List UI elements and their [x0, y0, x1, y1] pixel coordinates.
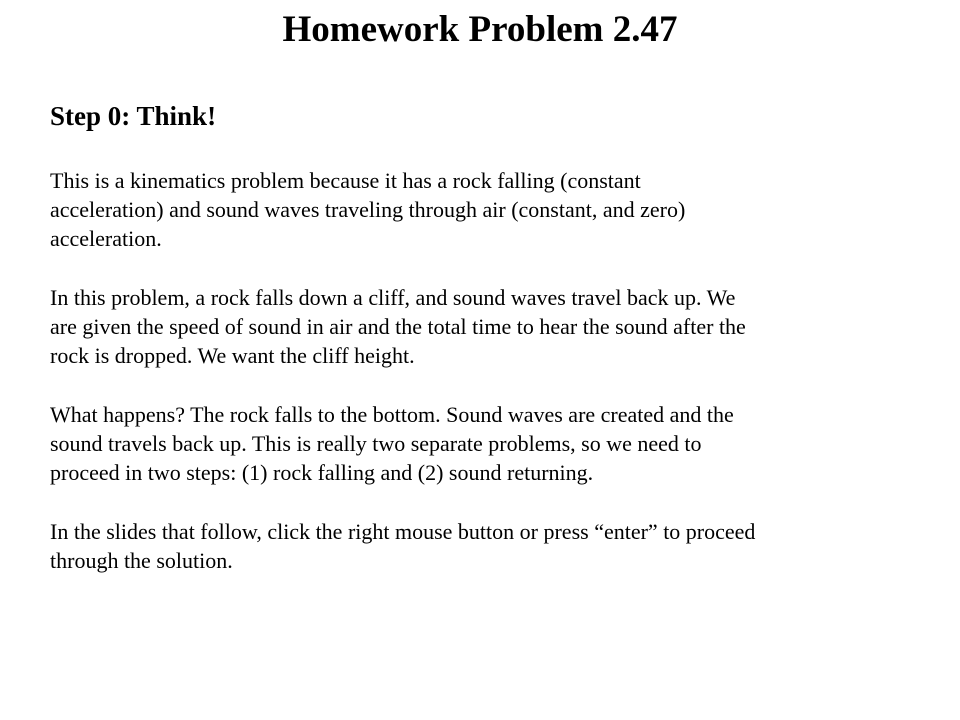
paragraph-navigation-instructions	[50, 517, 940, 575]
paragraph-line: through the solution.	[50, 548, 233, 573]
step-heading: Step 0: Think!	[50, 101, 217, 131]
paragraph-line: What happens? The rock falls to the bottom. Sound waves are created and the	[50, 402, 734, 427]
paragraph-what-happens	[50, 400, 940, 487]
paragraph-line: are given the speed of sound in air and the total time to hear the sound after the	[50, 314, 746, 339]
paragraph-line: This is a kinematics problem because it has a rock falling (constant	[50, 168, 641, 193]
paragraph-line: sound travels back up. This is really two separate problems, so we need to	[50, 431, 702, 456]
slide-content	[50, 100, 940, 605]
paragraph-line: acceleration) and sound waves traveling through air (constant, and zero)	[50, 197, 686, 222]
paragraph-problem-setup	[50, 283, 940, 370]
paragraph-line: In the slides that follow, click the right mouse button or press “enter” to proceed	[50, 519, 756, 544]
paragraph-line: rock is dropped. We want the cliff height.	[50, 343, 415, 368]
paragraph-line: acceleration.	[50, 226, 162, 251]
slide-title: Homework Problem 2.47	[282, 9, 678, 50]
paragraph-kinematics	[50, 166, 940, 253]
paragraph-line: In this problem, a rock falls down a cliff, and sound waves travel back up. We	[50, 285, 736, 310]
paragraph-line: proceed in two steps: (1) rock falling and (2) sound returning.	[50, 460, 594, 485]
